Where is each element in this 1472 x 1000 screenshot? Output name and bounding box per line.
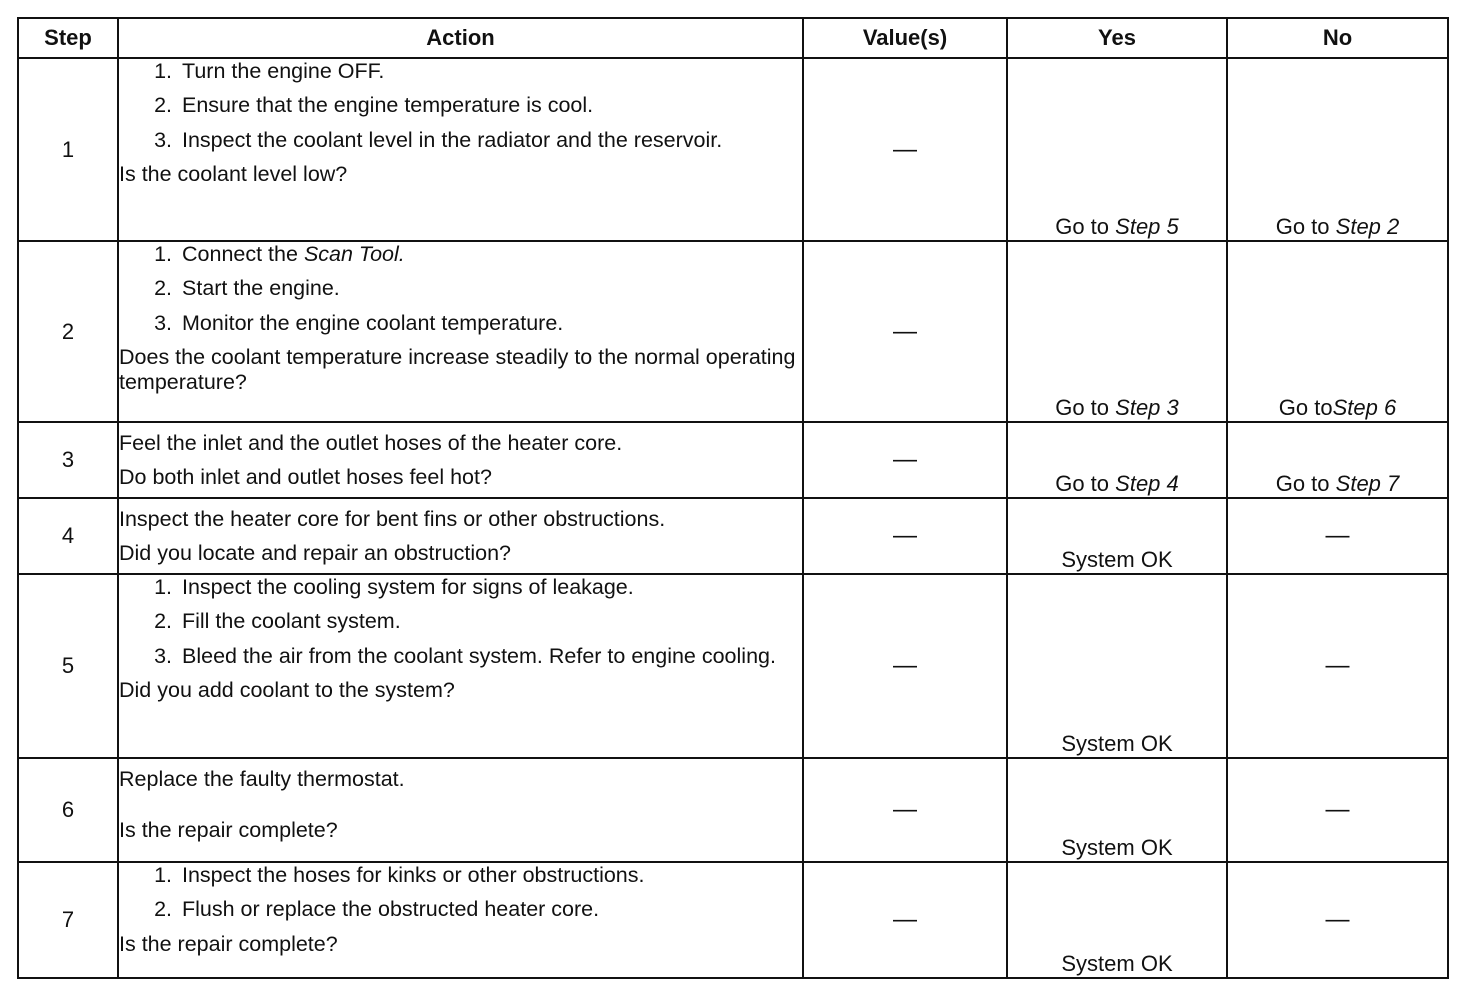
value-cell: —: [803, 422, 1007, 498]
no-cell: [1227, 422, 1448, 498]
question: Is the repair complete?: [119, 818, 338, 843]
value-cell: —: [803, 58, 1007, 241]
table-row: [18, 758, 1448, 862]
header-values: Value(s): [803, 18, 1007, 58]
value-cell: —: [803, 862, 1007, 978]
list-item: 3. Bleed the air from the coolant system. Refer to engine cooling.: [178, 644, 802, 669]
no-cell: —: [1227, 574, 1448, 758]
header-step: Step: [18, 18, 118, 58]
yes-cell: [1007, 422, 1227, 498]
step-number: 7: [18, 862, 118, 978]
action-cell: [118, 58, 803, 241]
yes-cell: System OK: [1007, 758, 1227, 862]
no-cell: [1227, 58, 1448, 241]
header-action: Action: [118, 18, 803, 58]
list-item: 1. Turn the engine OFF.: [178, 59, 802, 84]
no-cell: —: [1227, 498, 1448, 574]
step-number: 5: [18, 574, 118, 758]
no-cell: —: [1227, 862, 1448, 978]
table-row: [18, 574, 1448, 758]
list-item: 2. Flush or replace the obstructed heater core.: [178, 897, 802, 922]
action-text: Replace the faulty thermostat.: [119, 767, 405, 791]
action-cell: [118, 498, 803, 574]
go-to-label: Go to: [1055, 471, 1110, 496]
yes-cell: [1007, 241, 1227, 422]
value-cell: —: [803, 498, 1007, 574]
question: Did you add coolant to the system?: [119, 678, 455, 703]
value-cell: —: [803, 241, 1007, 422]
action-cell: [118, 241, 803, 422]
go-to-label: Go to: [1275, 471, 1330, 496]
step-number: 3: [18, 422, 118, 498]
yes-step-link[interactable]: Step 4: [1115, 471, 1179, 496]
no-step-link[interactable]: Step 6: [1332, 395, 1397, 420]
header-yes: Yes: [1007, 18, 1227, 58]
value-cell: —: [803, 758, 1007, 862]
action-text: Inspect the heater core for bent fins or other obstructions.: [119, 507, 666, 531]
step-number: 1: [18, 58, 118, 241]
question: Does the coolant temperature increase steadily to the normal operating temperature?: [119, 345, 796, 395]
no-step-link[interactable]: Step 2: [1335, 214, 1400, 239]
action-cell: [118, 422, 803, 498]
step-number: 6: [18, 758, 118, 862]
question: Do both inlet and outlet hoses feel hot?: [119, 465, 492, 490]
list-item: 1. Inspect the cooling system for signs of leakage.: [178, 575, 802, 600]
action-text: Feel the inlet and the outlet hoses of the heater core.: [119, 431, 623, 455]
diagnostic-table: [17, 17, 1449, 979]
action-cell: [118, 862, 803, 978]
go-to-label: Go to: [1275, 214, 1330, 239]
spacer: [119, 792, 802, 818]
table-row: [18, 241, 1448, 422]
no-cell: [1227, 241, 1448, 422]
scan-tool-term: Scan Tool.: [303, 242, 405, 266]
table-row: [18, 422, 1448, 498]
go-to-label: Go to: [1055, 395, 1110, 420]
table-row: [18, 58, 1448, 241]
step-number: 4: [18, 498, 118, 574]
action-list: [119, 242, 802, 336]
go-to-label: Go to: [1055, 214, 1110, 239]
action-list: [119, 59, 802, 153]
action-list: [119, 863, 802, 923]
list-item: 2. Fill the coolant system.: [178, 609, 802, 634]
action-cell: [118, 758, 803, 862]
question: Is the repair complete?: [119, 931, 338, 956]
list-item: 3. Monitor the engine coolant temperature.: [178, 311, 802, 336]
list-item: 3. Inspect the coolant level in the radiator and the reservoir.: [178, 128, 802, 153]
table-row: [18, 498, 1448, 574]
go-to-label: Go to: [1278, 395, 1333, 420]
yes-step-link[interactable]: Step 5: [1115, 214, 1179, 239]
yes-cell: System OK: [1007, 574, 1227, 758]
list-item: [178, 242, 802, 267]
list-item: 2. Start the engine.: [178, 276, 802, 301]
table-row: [18, 862, 1448, 978]
step-number: 2: [18, 241, 118, 422]
value-cell: —: [803, 574, 1007, 758]
list-item-text: Connect the: [182, 242, 298, 266]
question: Did you locate and repair an obstruction?: [119, 541, 512, 566]
question: Is the coolant level low?: [119, 162, 348, 187]
list-item: 2. Ensure that the engine temperature is cool.: [178, 93, 802, 118]
no-step-link[interactable]: Step 7: [1335, 471, 1400, 496]
yes-cell: System OK: [1007, 862, 1227, 978]
header-no: No: [1227, 18, 1448, 58]
list-item: 1. Inspect the hoses for kinks or other obstructions.: [178, 863, 802, 888]
no-cell: —: [1227, 758, 1448, 862]
action-cell: [118, 574, 803, 758]
yes-step-link[interactable]: Step 3: [1115, 395, 1179, 420]
yes-cell: System OK: [1007, 498, 1227, 574]
header-row: [18, 18, 1448, 58]
yes-cell: [1007, 58, 1227, 241]
action-list: [119, 575, 802, 669]
